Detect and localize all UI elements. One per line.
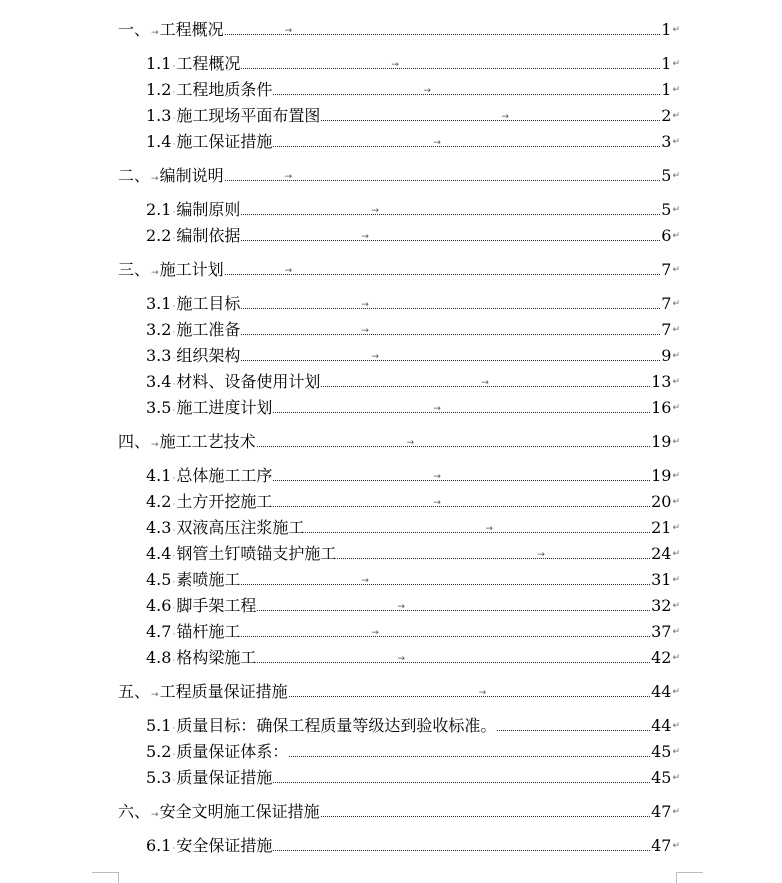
toc-number: 一、: [118, 20, 151, 39]
toc-number: 4.5: [146, 570, 172, 589]
toc-title: 格构梁施工: [176, 648, 257, 667]
tab-mark: →: [485, 524, 493, 534]
tab-mark: →: [433, 138, 441, 148]
toc-subheading-line[interactable]: [146, 491, 680, 513]
dot-leader: [241, 326, 660, 336]
paragraph-mark: ↵: [672, 471, 680, 481]
tab-mark: →: [397, 654, 405, 664]
toc-page-number: 21: [651, 518, 672, 537]
paragraph-mark: ↵: [672, 601, 680, 611]
toc-number: 2.2: [146, 226, 172, 245]
toc-title: 钢管土钉喷锚支护施工: [176, 544, 337, 563]
space-mark: ·: [172, 88, 176, 98]
space-mark: ·: [172, 724, 176, 734]
toc-page-number: 7: [661, 260, 672, 279]
toc-title: 施工现场平面布置图: [176, 106, 321, 125]
toc-heading-line[interactable]: [118, 259, 680, 281]
toc-page-number: 32: [651, 596, 672, 615]
toc-title: 工程质量保证措施: [159, 682, 288, 701]
tab-mark: →: [284, 26, 293, 36]
toc-page-number: 47: [651, 836, 672, 855]
toc-title: 素喷施工: [176, 570, 241, 589]
tab-mark: →: [537, 550, 545, 560]
toc-number: 4.3: [146, 518, 172, 537]
toc-title: 脚手架工程: [176, 596, 257, 615]
toc-subheading-line[interactable]: [146, 835, 680, 857]
toc-page-number: 9: [661, 346, 672, 365]
toc-title: 土方开挖施工: [176, 492, 273, 511]
tab-mark: →: [391, 60, 399, 70]
tab-mark: →: [481, 378, 489, 388]
toc-number: 四、: [118, 432, 151, 451]
toc-page-number: 20: [651, 492, 672, 511]
toc-number: 3.1: [146, 294, 172, 313]
toc-title: 材料、设备使用计划: [176, 372, 321, 391]
paragraph-mark: ↵: [672, 59, 680, 69]
dot-leader: [273, 498, 650, 508]
toc-title: 安全文明施工保证措施: [159, 802, 320, 821]
toc-page-number: 5: [661, 166, 672, 185]
dot-leader: [241, 576, 650, 586]
toc-number: 4.4: [146, 544, 172, 563]
tab-mark: →: [151, 810, 159, 820]
tab-mark: →: [151, 440, 159, 450]
space-mark: ·: [172, 380, 176, 390]
dot-leader: [257, 602, 650, 612]
toc-page-number: 19: [651, 432, 672, 451]
dot-leader: [225, 172, 661, 182]
paragraph-mark: ↵: [672, 111, 680, 121]
toc-title: 总体施工工序: [176, 466, 273, 485]
toc-page-number: 44: [651, 682, 672, 701]
toc-page-number: 5: [661, 200, 672, 219]
toc-subheading-line[interactable]: [146, 621, 680, 643]
paragraph-mark: ↵: [672, 773, 680, 783]
toc-title: 施工计划: [159, 260, 224, 279]
space-mark: ·: [172, 630, 176, 640]
space-mark: ·: [172, 302, 176, 312]
paragraph-mark: ↵: [672, 403, 680, 413]
toc-subheading-line[interactable]: [146, 105, 680, 127]
paragraph-mark: ↵: [672, 653, 680, 663]
tab-mark: →: [423, 86, 431, 96]
paragraph-mark: ↵: [672, 807, 680, 817]
dot-leader: [241, 628, 650, 638]
paragraph-mark: ↵: [672, 351, 680, 361]
paragraph-mark: ↵: [672, 299, 680, 309]
toc-title: 组织架构: [176, 346, 241, 365]
paragraph-mark: ↵: [672, 721, 680, 731]
tab-mark: →: [151, 174, 159, 184]
tab-mark: →: [371, 628, 379, 638]
toc-subheading-line[interactable]: [146, 225, 680, 247]
dot-leader: [305, 524, 650, 534]
toc-title: 施工目标: [176, 294, 241, 313]
dot-leader: [289, 756, 650, 757]
toc-subheading-line[interactable]: [146, 517, 680, 539]
crop-mark-bottom-right: [676, 872, 703, 883]
paragraph-mark: ↵: [672, 497, 680, 507]
tab-mark: →: [433, 404, 441, 414]
toc-page-number: 45: [651, 742, 672, 761]
space-mark: ·: [172, 62, 176, 72]
dot-leader: [225, 266, 661, 276]
toc-number: 3.5: [146, 398, 172, 417]
toc-title: 工程概况: [176, 54, 241, 73]
crop-mark-bottom-left: [92, 872, 119, 883]
paragraph-mark: ↵: [672, 265, 680, 275]
tab-mark: →: [501, 112, 509, 122]
toc-subheading-line[interactable]: [146, 53, 680, 75]
toc-heading-line[interactable]: [118, 801, 680, 823]
space-mark: ·: [172, 234, 176, 244]
toc-number: 六、: [118, 802, 151, 821]
toc-heading-line[interactable]: [118, 19, 680, 41]
space-mark: ·: [172, 656, 176, 666]
paragraph-mark: ↵: [672, 231, 680, 241]
toc-page-number: 42: [651, 648, 672, 667]
dot-leader: [241, 352, 660, 362]
space-mark: ·: [172, 208, 176, 218]
toc-title: 施工准备: [176, 320, 241, 339]
space-mark: ·: [172, 140, 176, 150]
paragraph-mark: ↵: [672, 747, 680, 757]
toc-title: 工程概况: [159, 20, 224, 39]
toc-subheading-line[interactable]: [146, 397, 680, 419]
toc-title: 编制说明: [159, 166, 224, 185]
toc-number: 4.1: [146, 466, 172, 485]
paragraph-mark: ↵: [672, 205, 680, 215]
toc-subheading-line[interactable]: [146, 131, 680, 153]
toc-page-number: 45: [651, 768, 672, 787]
paragraph-mark: ↵: [672, 687, 680, 697]
toc-subheading-line[interactable]: [146, 741, 680, 763]
paragraph-mark: ↵: [672, 437, 680, 447]
tab-mark: →: [361, 300, 369, 310]
dot-leader: [273, 782, 650, 783]
dot-leader: [321, 816, 651, 817]
toc-number: 1.2: [146, 80, 172, 99]
dot-leader: [289, 688, 651, 698]
dot-leader: [241, 60, 660, 70]
space-mark: ·: [172, 114, 176, 124]
paragraph-mark: ↵: [672, 171, 680, 181]
toc-subheading-line[interactable]: [146, 715, 680, 737]
dot-leader: [273, 404, 650, 414]
toc-number: 三、: [118, 260, 151, 279]
paragraph-mark: ↵: [672, 85, 680, 95]
paragraph-mark: ↵: [672, 549, 680, 559]
dot-leader: [241, 206, 660, 216]
toc-number: 6.1: [146, 836, 172, 855]
toc-title: 锚杆施工: [176, 622, 241, 641]
tab-mark: →: [478, 688, 487, 698]
toc-number: 5.2: [146, 742, 172, 761]
toc-number: 3.4: [146, 372, 172, 391]
toc-subheading-line[interactable]: [146, 595, 680, 617]
toc-subheading-line[interactable]: [146, 345, 680, 367]
dot-leader: [273, 472, 650, 482]
toc-page-number: 7: [661, 320, 672, 339]
toc-page-number: 7: [661, 294, 672, 313]
paragraph-mark: ↵: [672, 575, 680, 585]
dot-leader: [273, 86, 660, 96]
tab-mark: →: [406, 438, 415, 448]
toc-page-number: 3: [661, 132, 672, 151]
toc-title: 工程地质条件: [176, 80, 273, 99]
dot-leader: [225, 26, 661, 36]
toc-page-number: 6: [661, 226, 672, 245]
dot-leader: [257, 654, 650, 664]
space-mark: ·: [172, 552, 176, 562]
toc-page-number: 1: [661, 80, 672, 99]
space-mark: ·: [172, 406, 176, 416]
space-mark: ·: [172, 328, 176, 338]
tab-mark: →: [371, 352, 379, 362]
dot-leader: [337, 550, 650, 560]
toc-number: 4.7: [146, 622, 172, 641]
toc-title: 施工保证措施: [176, 132, 273, 151]
toc-number: 1.4: [146, 132, 172, 151]
tab-mark: →: [433, 472, 441, 482]
dot-leader: [273, 138, 660, 148]
toc-subheading-line[interactable]: [146, 199, 680, 221]
toc-page-number: 19: [651, 466, 672, 485]
toc-number: 5.1: [146, 716, 172, 735]
toc-number: 4.6: [146, 596, 172, 615]
toc-subheading-line[interactable]: [146, 319, 680, 341]
toc-subheading-line[interactable]: [146, 465, 680, 487]
dot-leader: [257, 438, 651, 448]
toc-subheading-line[interactable]: [146, 79, 680, 101]
paragraph-mark: ↵: [672, 841, 680, 851]
toc-number: 4.8: [146, 648, 172, 667]
tab-mark: →: [284, 266, 293, 276]
tab-mark: →: [151, 268, 159, 278]
tab-mark: →: [361, 576, 369, 586]
dot-leader: [321, 378, 650, 388]
toc-title: 质量保证体系：: [176, 742, 289, 761]
space-mark: ·: [172, 474, 176, 484]
toc-page-number: 31: [651, 570, 672, 589]
dot-leader: [241, 300, 660, 310]
tab-mark: →: [361, 326, 369, 336]
toc-title: 质量保证措施: [176, 768, 273, 787]
toc-heading-line[interactable]: [118, 431, 680, 453]
toc-number: 3.3: [146, 346, 172, 365]
space-mark: ·: [172, 354, 176, 364]
tab-mark: →: [151, 690, 159, 700]
toc-heading-line[interactable]: [118, 165, 680, 187]
toc-number: 2.1: [146, 200, 172, 219]
toc-page-number: 1: [661, 54, 672, 73]
space-mark: ·: [172, 578, 176, 588]
toc-title: 双液高压注浆施工: [176, 518, 305, 537]
space-mark: ·: [172, 604, 176, 614]
toc-page-number: 16: [651, 398, 672, 417]
toc-number: 五、: [118, 682, 151, 701]
tab-mark: →: [397, 602, 405, 612]
dot-leader: [321, 112, 660, 122]
space-mark: ·: [172, 500, 176, 510]
toc-subheading-line[interactable]: [146, 767, 680, 789]
space-mark: ·: [172, 844, 176, 854]
dot-leader: [273, 850, 650, 851]
toc-subheading-line[interactable]: [146, 293, 680, 315]
toc-page-number: 2: [661, 106, 672, 125]
tab-mark: →: [151, 28, 159, 38]
toc-number: 5.3: [146, 768, 172, 787]
toc-number: 1.1: [146, 54, 172, 73]
dot-leader: [497, 730, 650, 731]
toc-number: 1.3: [146, 106, 172, 125]
toc-number: 二、: [118, 166, 151, 185]
toc-subheading-line[interactable]: [146, 543, 680, 565]
paragraph-mark: ↵: [672, 25, 680, 35]
toc-page-number: 44: [651, 716, 672, 735]
toc-title: 安全保证措施: [176, 836, 273, 855]
toc-title: 质量目标：确保工程质量等级达到验收标准。: [176, 716, 497, 735]
toc-title: 编制原则: [176, 200, 241, 219]
toc-title: 施工进度计划: [176, 398, 273, 417]
tab-mark: →: [361, 232, 369, 242]
paragraph-mark: ↵: [672, 523, 680, 533]
toc-page-number: 13: [651, 372, 672, 391]
tab-mark: →: [284, 172, 293, 182]
space-mark: ·: [172, 526, 176, 536]
space-mark: ·: [172, 776, 176, 786]
paragraph-mark: ↵: [672, 325, 680, 335]
toc-title: 施工工艺技术: [159, 432, 256, 451]
toc-page-number: 1: [661, 20, 672, 39]
toc-page-number: 47: [651, 802, 672, 821]
toc-title: 编制依据: [176, 226, 241, 245]
dot-leader: [241, 232, 660, 242]
toc-page-number: 24: [651, 544, 672, 563]
toc-page-number: 37: [651, 622, 672, 641]
toc-heading-line[interactable]: [118, 681, 680, 703]
tab-mark: →: [371, 206, 379, 216]
paragraph-mark: ↵: [672, 137, 680, 147]
toc-subheading-line[interactable]: [146, 569, 680, 591]
space-mark: ·: [172, 750, 176, 760]
toc-number: 3.2: [146, 320, 172, 339]
tab-mark: →: [433, 498, 441, 508]
toc-number: 4.2: [146, 492, 172, 511]
paragraph-mark: ↵: [672, 627, 680, 637]
toc-subheading-line[interactable]: [146, 647, 680, 669]
paragraph-mark: ↵: [672, 377, 680, 387]
toc-subheading-line[interactable]: [146, 371, 680, 393]
